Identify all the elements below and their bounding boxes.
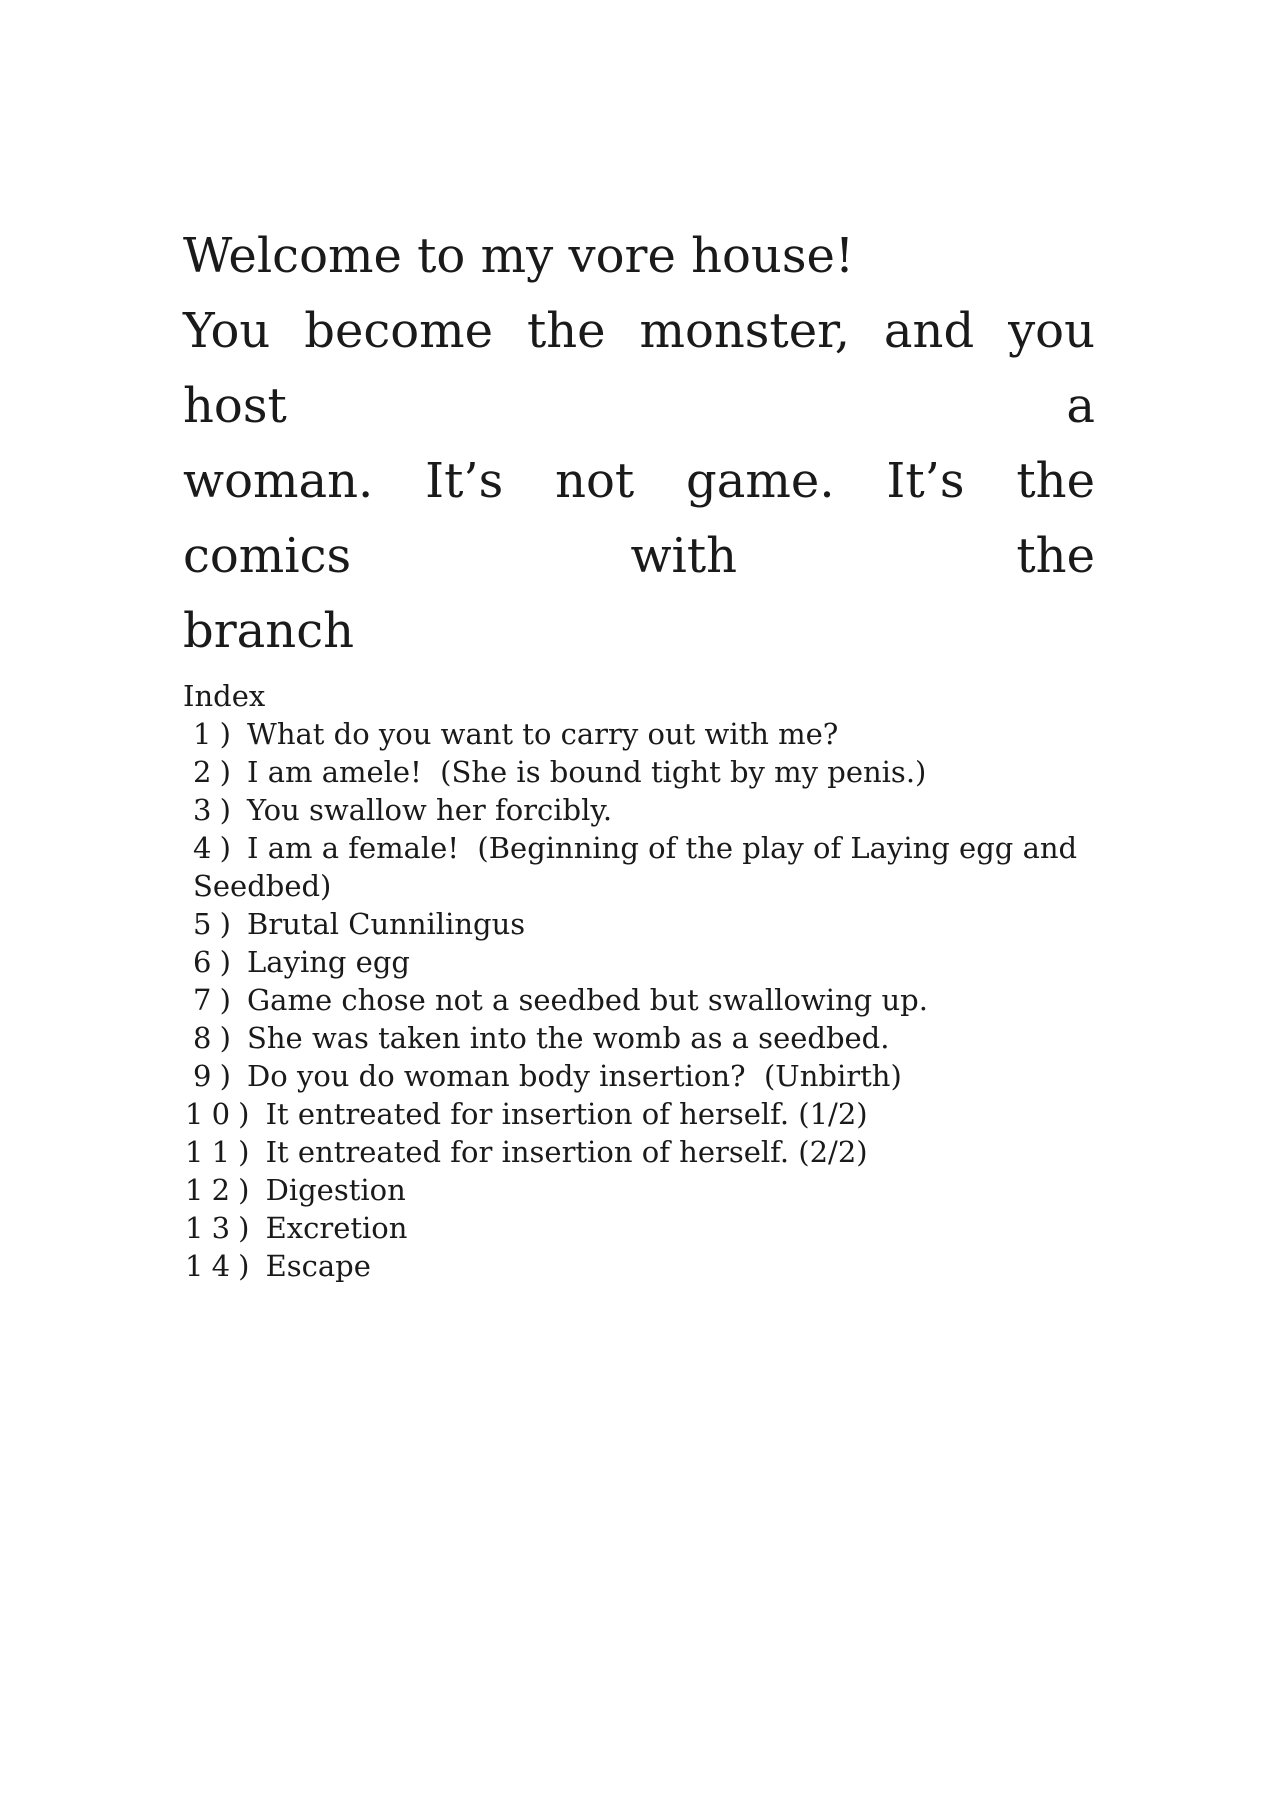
index-item-text: Escape	[265, 1249, 371, 1283]
index-item-text: Game chose not a seedbed but swallowing up.	[247, 983, 928, 1017]
index-item-number: 4)	[193, 831, 240, 865]
index-item-13	[183, 1209, 1095, 1247]
index-item-text: Excretion	[265, 1211, 408, 1245]
index-item-11	[183, 1133, 1095, 1171]
index-item-number: 5)	[193, 907, 240, 941]
index-item-text: It entreated for insertion of herself. (1/2)	[265, 1097, 868, 1131]
index-item-number: 14)	[185, 1249, 258, 1283]
index-item-3	[183, 791, 1095, 829]
title-line-4: branch	[183, 603, 354, 659]
index-item-number: 9)	[193, 1059, 240, 1093]
index-heading: Index	[183, 679, 266, 713]
index-item-text: Do you do woman body insertion? (Unbirth)	[247, 1059, 902, 1093]
index-item-text: She was taken into the womb as a seedbed.	[247, 1021, 890, 1055]
index-item-6	[183, 943, 1095, 981]
index-item-text: You swallow her forcibly.	[247, 793, 613, 827]
index-item-9	[183, 1057, 1095, 1095]
index-list	[183, 715, 1095, 1285]
index-item-text: It entreated for insertion of herself. (2/2)	[265, 1135, 868, 1169]
index-item-14	[183, 1247, 1095, 1285]
index-item-number: 11)	[185, 1135, 258, 1169]
index-item-number: 12)	[185, 1173, 258, 1207]
index-item-number: 13)	[185, 1211, 258, 1245]
index-item-number: 10)	[185, 1097, 258, 1131]
index-item-text: What do you want to carry out with me?	[247, 717, 839, 751]
index-item-8	[183, 1019, 1095, 1057]
index-item-number: 6)	[193, 945, 240, 979]
index-item-number: 1)	[193, 717, 240, 751]
title-line-2: You become the monster, and you host a	[183, 303, 1111, 434]
index-item-1	[183, 715, 1095, 753]
index-item-5	[183, 905, 1095, 943]
index-item-4	[183, 829, 1095, 905]
index-item-7	[183, 981, 1095, 1019]
index-item-10	[183, 1095, 1095, 1133]
title-block	[183, 219, 1111, 669]
index-item-number: 2)	[193, 755, 240, 789]
title-line-1: Welcome to my vore house!	[183, 228, 855, 284]
index-item-text: Digestion	[265, 1173, 406, 1207]
index-item-2	[183, 753, 1095, 791]
index-item-number: 3)	[193, 793, 240, 827]
index-item-text: I am a female! (Beginning of the play of Laying egg and Seedbed)	[193, 831, 1087, 903]
index-item-number: 7)	[193, 983, 240, 1017]
index-item-number: 8)	[193, 1021, 240, 1055]
page-content	[183, 219, 1111, 1285]
index-item-text: I am amele! (She is bound tight by my penis.)	[247, 755, 927, 789]
index-item-12	[183, 1171, 1095, 1209]
index-item-text: Brutal Cunnilingus	[247, 907, 526, 941]
index-item-text: Laying egg	[247, 945, 410, 979]
title-line-3: woman. It’s not game. It’s the comics with the	[183, 453, 1111, 584]
